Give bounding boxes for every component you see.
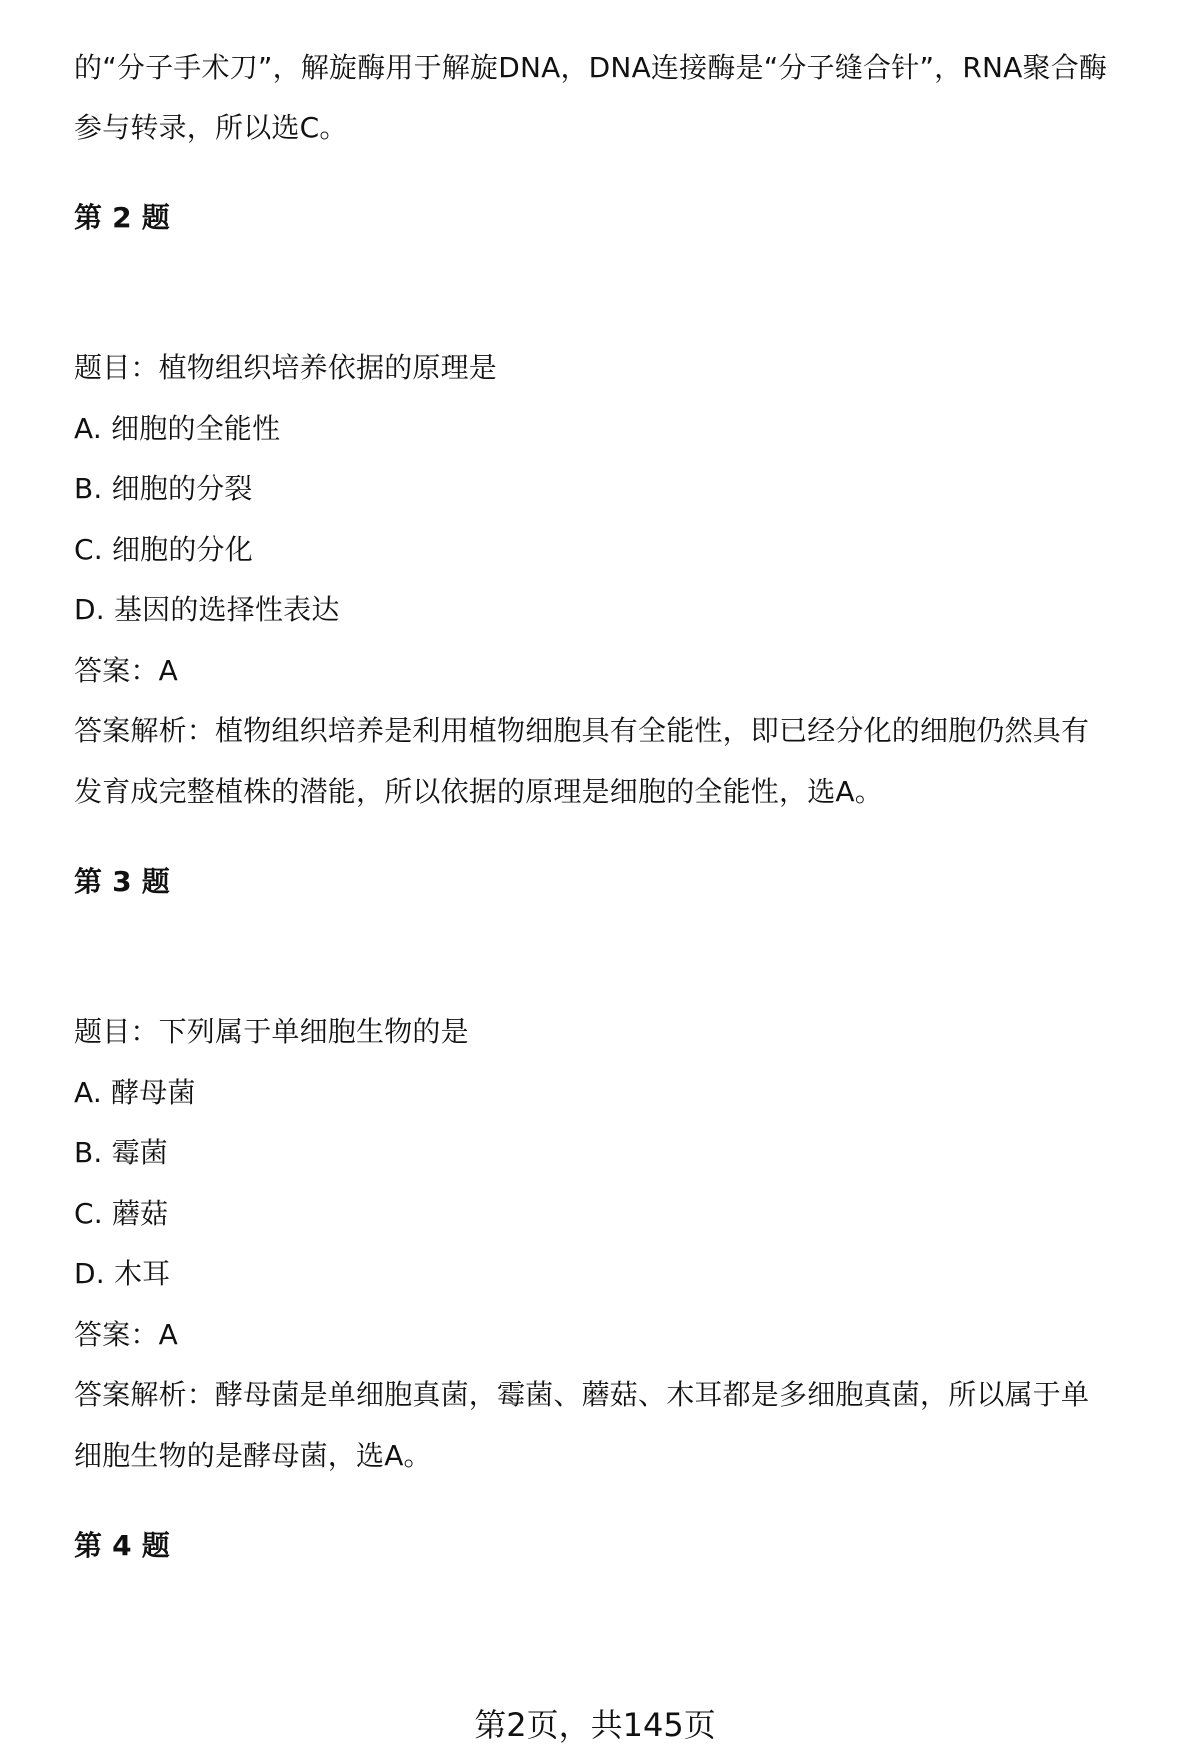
q2-stem: 题目：植物组织培养依据的原理是 [74, 351, 498, 384]
q1-explanation-line-2: 参与转录，所以选C。 [74, 111, 348, 144]
q3-heading: 第 3 题 [74, 865, 170, 898]
q2-heading: 第 2 题 [74, 201, 170, 234]
q2-option-a: A. 细胞的全能性 [74, 412, 281, 445]
q3-option-c: C. 蘑菇 [74, 1197, 169, 1230]
q2-option-c: C. 细胞的分化 [74, 533, 253, 566]
q3-option-d: D. 木耳 [74, 1257, 171, 1290]
q3-answer: 答案：A [74, 1318, 178, 1351]
q2-explanation-line-1: 答案解析：植物组织培养是利用植物细胞具有全能性，即已经分化的细胞仍然具有 [74, 714, 1090, 747]
q2-explanation-line-2: 发育成完整植株的潜能，所以依据的原理是细胞的全能性，选A。 [74, 775, 883, 808]
q1-explanation-line-1: 的“分子手术刀”，解旋酶用于解旋DNA，DNA连接酶是“分子缝合针”，RNA聚合酶 [74, 51, 1108, 84]
page-indicator: 第2页，共145页 [474, 1706, 716, 1744]
q3-explanation-line-2: 细胞生物的是酵母菌，选A。 [74, 1439, 432, 1472]
q3-stem: 题目：下列属于单细胞生物的是 [74, 1015, 469, 1048]
q2-option-b: B. 细胞的分裂 [74, 472, 253, 505]
q3-option-b: B. 霉菌 [74, 1136, 169, 1169]
q4-heading: 第 4 题 [74, 1529, 170, 1562]
q3-explanation-line-1: 答案解析：酵母菌是单细胞真菌，霉菌、蘑菇、木耳都是多细胞真菌，所以属于单 [74, 1378, 1090, 1411]
q3-option-a: A. 酵母菌 [74, 1076, 196, 1109]
q2-option-d: D. 基因的选择性表达 [74, 593, 340, 626]
q2-answer: 答案：A [74, 654, 178, 687]
